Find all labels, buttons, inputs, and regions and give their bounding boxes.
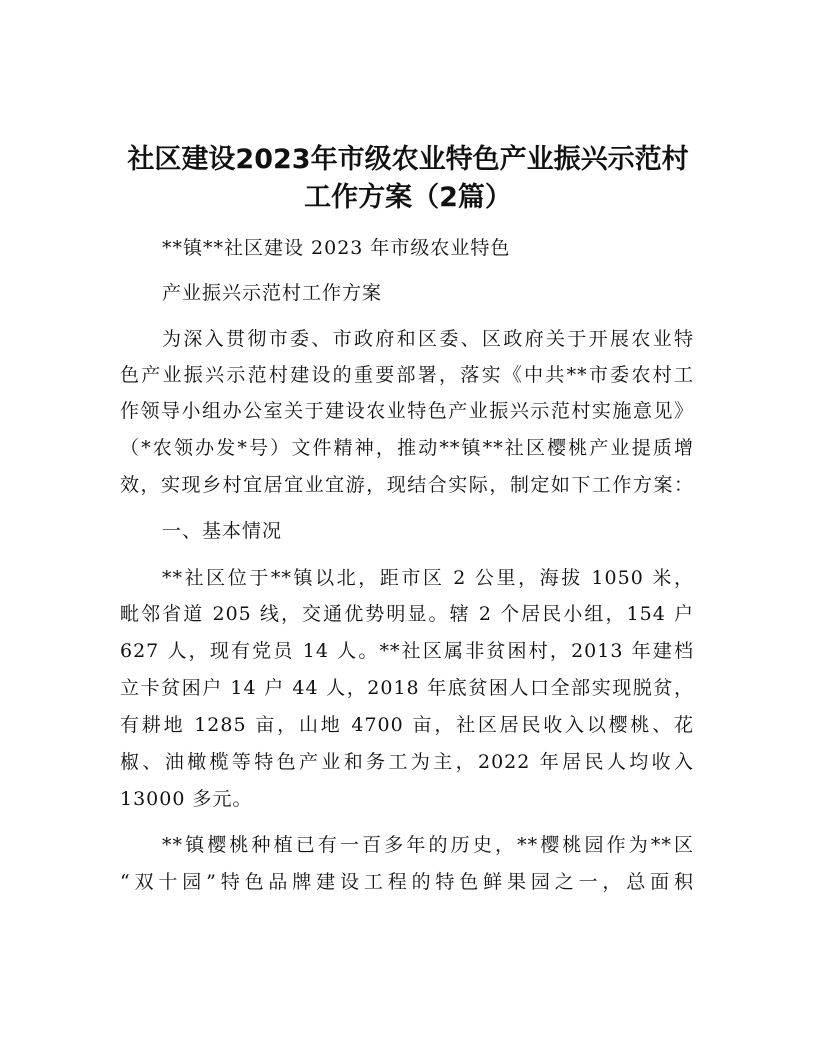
section-1-heading: 一、基本情况 <box>162 520 283 542</box>
paragraph-1-line-2: 色产业振兴示范村建设的重要部署，落实《中共**市委农村工 <box>120 364 694 386</box>
paragraph-2-line-2: 毗邻省道 205 线，交通优势明显。辖 2 个居民小组，154 户 <box>120 603 694 625</box>
paragraph-2-line-1: **社区位于**镇以北，距市区 2 公里，海拔 1050 米， <box>162 567 694 589</box>
paragraph-2-line-4: 立卡贫困户 14 户 44 人，2018 年底贫困人口全部实现脱贫， <box>120 677 694 699</box>
document-title-line-2: 工作方案（2篇） <box>304 182 512 213</box>
paragraph-2-line-7: 13000 多元。 <box>120 788 253 810</box>
paragraph-2-line-5: 有耕地 1285 亩，山地 4700 亩，社区居民收入以樱桃、花 <box>120 714 694 736</box>
document-title-line-1: 社区建设2023年市级农业特色产业振兴示范村 <box>127 144 689 175</box>
paragraph-1-line-1: 为深入贯彻市委、市政府和区委、区政府关于开展农业特 <box>162 328 694 350</box>
subtitle-line-1: **镇**社区建设 2023 年市级农业特色 <box>162 237 511 259</box>
paragraph-3-line-2: “双十园”特色品牌建设工程的特色鲜果园之一，总面积 <box>120 871 694 893</box>
paragraph-1-line-5: 效，实现乡村宜居宜业宜游，现结合实际，制定如下工作方案： <box>120 474 694 496</box>
paragraph-1-line-3: 作领导小组办公室关于建设农业特色产业振兴示范村实施意见》 <box>120 400 694 422</box>
paragraph-3-line-1: **镇樱桃种植已有一百多年的历史，**樱桃园作为**区 <box>162 834 694 856</box>
paragraph-2-line-3: 627 人，现有党员 14 人。**社区属非贫困村，2013 年建档 <box>120 640 694 662</box>
subtitle-line-2: 产业振兴示范村工作方案 <box>162 282 383 304</box>
paragraph-2-line-6: 椒、油橄榄等特色产业和务工为主，2022 年居民人均收入 <box>120 751 694 773</box>
paragraph-1-line-4: （*农领办发*号）文件精神，推动**镇**社区樱桃产业提质增 <box>120 437 694 459</box>
